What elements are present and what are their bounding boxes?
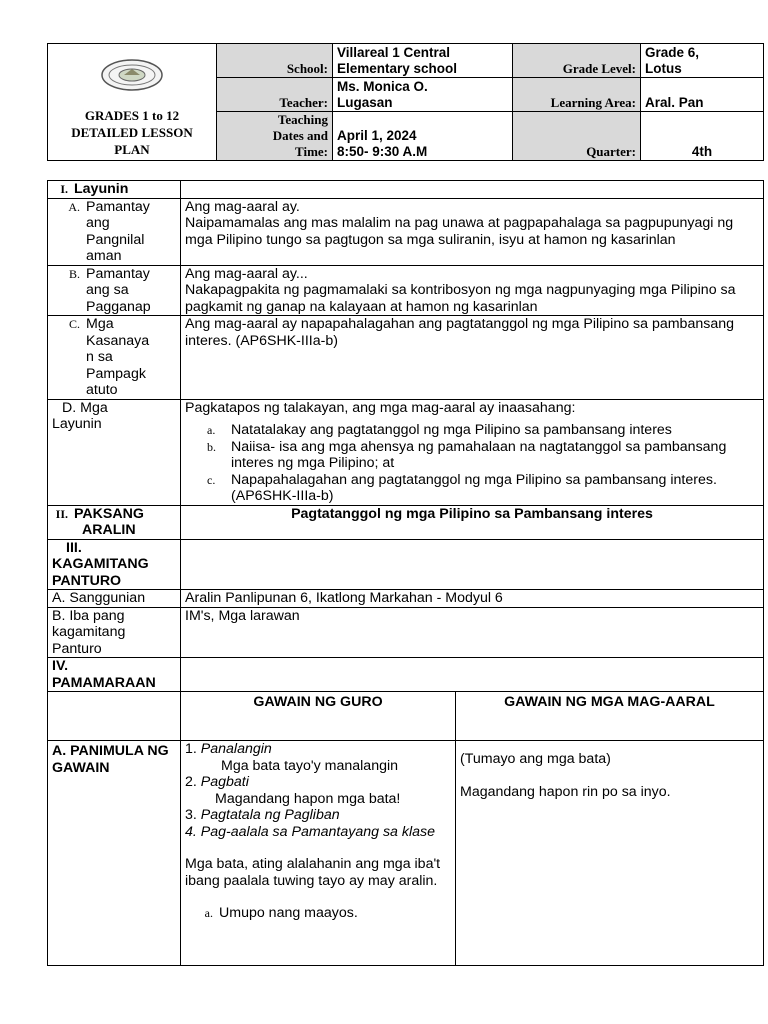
grade-value-line: Grade 6, [645,45,700,60]
section-row-kagamitan [48,539,764,590]
teacher-value [333,78,513,112]
grade-level-value [641,44,764,78]
label-line: Kasanaya [86,332,150,349]
dates-label-line: Dates and [272,128,328,143]
label-line: A. PANIMULA NG [52,743,169,759]
label-line: n sa [86,349,113,365]
label-line: atuto [86,382,118,398]
label-line: PAKSANG [74,505,144,522]
teacher-value-line: Lugasan [337,95,393,110]
kagamitang-panturo-label [48,539,181,590]
label-line: B. Iba pang [52,607,125,624]
pamantayan-pangnilalaman-label [48,198,181,265]
dates-value-line: 8:50- 9:30 A.M [337,144,428,159]
header-title-line: DETAILED LESSON [71,125,193,140]
label-line: PAMAMARAAN [52,674,156,691]
school-seal-icon [100,58,164,92]
learning-area-value: Aral. Pan [641,78,764,112]
teaching-dates-label [217,112,333,161]
step-pagbati: 2. Pagbati [185,774,249,790]
header-title-line: PLAN [114,142,150,157]
label-line: kagamitang [52,624,126,640]
grade-value-line: Lotus [645,61,682,76]
label-line: Pampagk [86,365,146,382]
dates-label-line: Time: [295,144,328,159]
label-line: Mga [86,316,114,332]
panimula-guro-cell [181,741,456,966]
dates-value-line: April 1, 2024 [337,128,417,143]
student-response: Magandang hapon rin po sa inyo. [460,783,671,800]
section-row-c [48,316,764,400]
paksang-aralin-content: Pagtatanggol ng mga Pilipino sa Pambansang interes [181,505,764,539]
gawain-guro-header: GAWAIN NG GURO [181,692,456,741]
quarter-value: 4th [641,112,764,161]
iba-pang-kagamitan-label [48,607,181,658]
school-value-line: Elementary school [337,61,458,76]
pamantayan-pagganap-label [48,265,181,316]
list-item: a. Umupo nang maayos. [204,905,358,921]
dates-label-line: Teaching [277,112,328,127]
iba-pang-kagamitan-content: IM's, Mga larawan [181,607,764,658]
step-text: Magandang hapon mga bata! [215,790,401,807]
section-row-pamamaraan [48,658,764,692]
label-line: Pamantay [86,198,150,215]
section-label: Layunin [74,181,129,197]
label-line: PANTURO [52,572,122,589]
list-item: c. Napapahalagahan ang pagtatanggol ng mga Pilipino sa pambansang interes. (AP6SHK-IIIa-b) [207,471,717,504]
sanggunian-content: Aralin Panlipunan 6, Ikatlong Markahan - Modyul 6 [181,590,764,608]
label-line: Layunin [52,416,102,432]
label-line: ang [86,215,110,231]
label-line: ARALIN [82,522,136,538]
school-label: School: [217,44,333,78]
teacher-value-line: Ms. Monica O. [337,79,428,94]
layunin-content-cell [181,181,764,199]
content-line: Naipamamalas ang mas malalim na pag unawa at pagpapahalaga sa pagpupunyagi ng mga Pilipino tungo sa pagtugon sa mga suliranin, isyu at hamon ng kasarinlan [185,215,734,248]
pamamaraan-content [181,658,764,692]
learning-area-label: Learning Area: [513,78,641,112]
pamantayan-pagganap-content [181,265,764,316]
item-marker: A. [68,199,80,214]
sanggunian-label: A. Sanggunian [48,590,181,608]
label-line: IV. [52,658,69,674]
label-line: Pangnilal [86,231,145,248]
label-line: GAWAIN [52,759,110,776]
school-value-line: Villareal 1 Central [337,45,451,60]
label-line: Pagganap [86,298,151,315]
section-number: II. [55,506,68,521]
item-marker: B. [68,266,80,281]
kasanayan-label [48,316,181,400]
paksang-aralin-label [48,505,181,539]
teaching-dates-value [333,112,513,161]
label-line: III. [66,539,82,556]
header-table [47,43,764,161]
step-panalangin: 1. Panalangin [185,741,272,757]
school-value [333,44,513,78]
activity-header-empty [48,692,181,741]
objectives-list [185,422,759,505]
mga-layunin-content [181,399,764,505]
section-row-a [48,198,764,265]
kagamitang-panturo-content [181,539,764,590]
label-line: aman [86,248,122,264]
panimula-row [48,741,764,966]
section-row-sanggunian [48,590,764,608]
pamantayan-pangnilalaman-content [181,198,764,265]
student-response: (Tumayo ang mga bata) [460,751,611,767]
teacher-label: Teacher: [217,78,333,112]
label-line: KAGAMITANG [52,556,149,572]
section-row-paksa [48,505,764,539]
objectives-intro: Pagkatapos ng talakayan, ang mga mag-aaral ay inaasahang: [185,399,576,416]
panimula-label [48,741,181,966]
panimula-mag-aaral-cell [456,741,764,966]
guro-paragraph: Mga bata, ating alalahanin ang mga iba't ibang paalala tuwing tayo ay may aralin. [185,856,441,889]
section-row-d [48,399,764,505]
label-line: Pamantay [86,265,150,282]
mga-layunin-label [48,399,181,505]
item-marker: C. [68,317,80,331]
section-row-b [48,265,764,316]
gawain-mag-aaral-header: GAWAIN NG MGA MAG-AARAL [456,692,764,741]
kasanayan-content: Ang mag-aaral ay napapahalagahan ang pagtatanggol ng mga Pilipino sa pambansang interes. (AP6SHK-IIIa-b) [181,316,764,400]
content-line: Nakapagpakita ng pagmamalaki sa kontribosyon ng mga nagpunyaging mga Pilipino sa pagkamit ng ganap na kalayaan at hamon ng kasarinlan [185,282,736,315]
label-line: D. Mga [62,399,108,416]
header-title-line: GRADES 1 to 12 [84,108,180,123]
label-line: Panturo [52,640,102,657]
content-line: Ang mag-aaral ay. [185,198,300,215]
list-item: a. Natatalakay ang pagtatanggol ng mga Pilipino sa pambansang interes [207,422,672,438]
content-line: Ang mag-aaral ay... [185,265,308,282]
layunin-label-cell [48,181,181,199]
section-row-iba [48,607,764,658]
grade-level-label: Grade Level: [513,44,641,78]
step-pagtatala: 3. Pagtatala ng Pagliban [185,807,340,823]
lesson-plan-table [47,180,764,966]
list-item: b. Naiisa- isa ang mga ahensya ng pamahalaan na nagtatanggol sa pambansang interes ng mga Pilipino; at [207,438,727,471]
label-line: ang sa [86,282,129,298]
section-number: I. [60,182,68,196]
pamamaraan-label [48,658,181,692]
quarter-label: Quarter: [513,112,641,161]
activity-header-row [48,692,764,741]
header-title-cell [48,44,217,161]
section-row-layunin [48,181,764,199]
step-pamantayan: 4. Pag-aalala sa Pamantayang sa klase [185,823,436,840]
step-text: Mga bata tayo'y manalangin [221,757,399,774]
